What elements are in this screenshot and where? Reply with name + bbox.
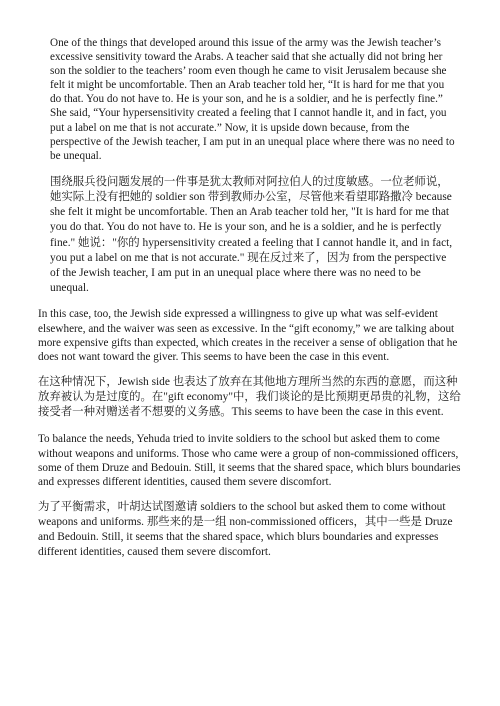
paragraph-gift-economy-translation: 在这种情况下，Jewish side 也表达了放弃在其他地方理所当然的东西的意愿，而这种放弃被认为是过度的。在"gift economy"中，我们谈论的是比预期更昂贵的礼物，这给接受者一种对赠送者不想要的义务感。This seems to have been the case in this event.: [38, 375, 461, 419]
paragraph-balance-needs-english: To balance the needs, Yehuda tried to invite soldiers to the school but asked them to come without weapons and uniforms. Those who came were a group of non-commissioned officers, some of them Druze and Bedouin. Still, it seems that the shared space, which blurs boundaries and expresses different identities, caused them severe discomfort.: [38, 433, 461, 488]
paragraph-quote-translation: 围绕服兵役问题发展的一件事是犹太教师对阿拉伯人的过度敏感。一位老师说，她实际上没有把她的 soldier son 带到教师办公室，尽管他来看望耶路撒冷 because she felt it might be uncomfortable. Then an Arab teacher told her, "It is hard for me that you do that. You do not have to. He is your son, and he is a soldier, and he is perfectly fine." 她说："你的 hypersensitivity created a feeling that I cannot handle it, and in fact, you put a label on me that is not accurate." 现在反过来了，因为 from the perspective of the Jewish teacher, I am put in an unequal place where there was no need to be unequal.: [50, 175, 453, 295]
paragraph-quote-english: One of the things that developed around this issue of the army was the Jewish teacher’s excessive sensitivity toward the Arabs. A teacher said that she actually did not bring her son the soldier to the teachers’ room even though he came to visit Jerusalem because she felt it might be uncomfortable. Then an Arab teacher told her, “It is hard for me that you do that. You do not have to. He is your son, and he is a soldier, and he is perfectly fine.” She said, “Your hypersensitivity created a feeling that I cannot handle it, and in fact, you put a label on me that is not accurate.” Now, it is upside down because, from the perspective of the Jewish teacher, I am put in an unequal place where there was no need to be unequal.: [50, 37, 455, 162]
paragraph-balance-needs-translation: 为了平衡需求，叶胡达试图邀请 soldiers to the school but asked them to come without weapons and uniforms. 那些来的是一组 non-commissioned officers，其中一些是 Druze and Bedouin. Still, it seems that the shared space, which blurs boundaries and expresses different identities, caused them severe discomfort.: [38, 500, 453, 559]
paragraph-gift-economy-english: In this case, too, the Jewish side expressed a willingness to give up what was self-evident elsewhere, and the waiver was seen as excessive. In the “gift economy,” we are talking about more expensive gifts than expected, which creates in the receiver a sense of obligation that he does not want toward the giver. This seems to have been the case in this event.: [38, 308, 458, 363]
